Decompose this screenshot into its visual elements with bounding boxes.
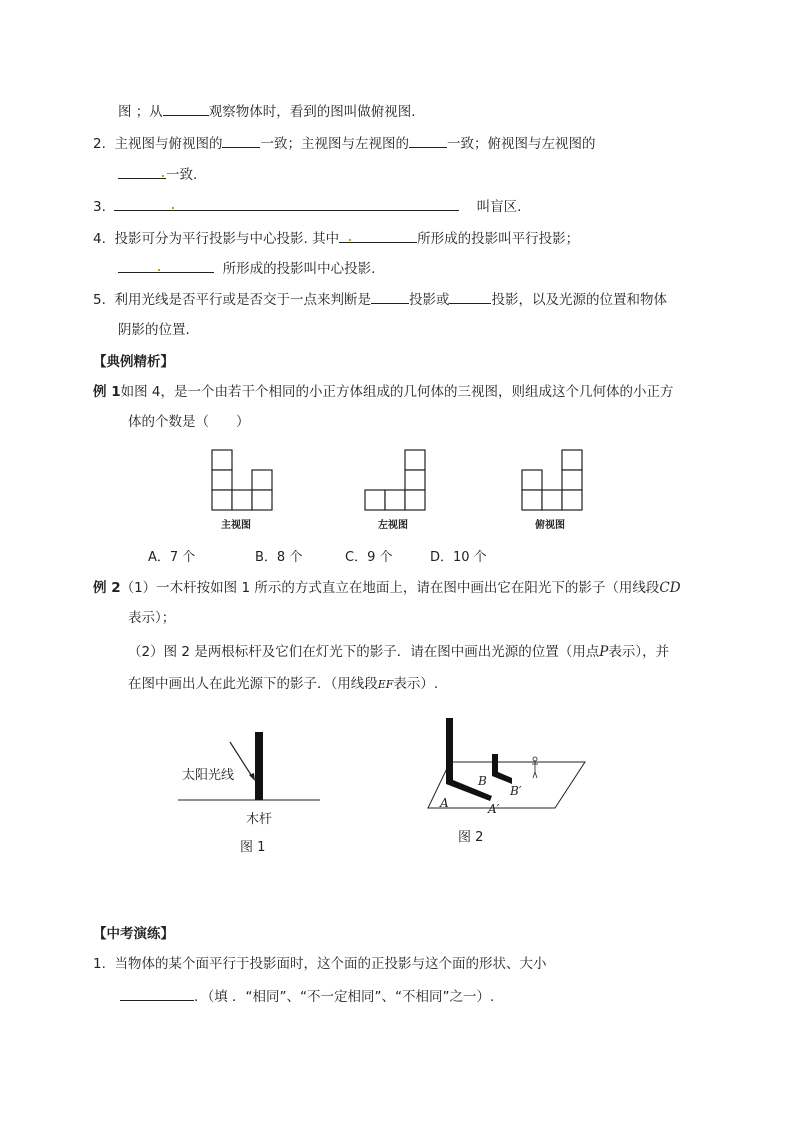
label-a: A [440,796,449,810]
question-number: 5. [93,292,106,308]
example-1-text-2: 体的个数是（ ） [128,414,250,430]
blank[interactable] [409,133,447,148]
example-2-line-1 [93,578,681,598]
q2-a: 主视图与俯视图的 [114,136,223,152]
example-2-text-2a: （2）图 2 是两根标杆及它们在灯光下的影子．请在图中画出光源的位置（用点 [128,644,600,660]
example-2-text-2c: 在图中画出人在此光源下的影子．（用线段 [128,676,378,692]
line-1-b: 观察物体时，看到的图叫做俯视图. [208,104,416,120]
q5-cont: 阴影的位置. [118,322,190,338]
person-icon [532,757,538,778]
figure-2-caption: 图 2 [458,830,484,845]
label-a-prime: A′ [488,802,500,816]
blank[interactable] [222,133,260,148]
example-1-line-1 [93,382,673,402]
exam-q1-text-2: ．（填 ．“相同”、“不一定相同”、“不相同”之一）. [194,989,495,1005]
question-number: 1. [93,956,106,972]
q4-b: 所形成的投影叫平行投影； [417,231,580,247]
var-cd: CD [659,580,681,596]
example-2-text-1a: （1）一木杆按如图 1 所示的方式直立在地面上，请在图中画出它在阳光下的影子（用线段 [120,580,660,596]
blank[interactable] [114,196,459,211]
option-a: A．7 个 [148,550,196,565]
question-number: 4. [93,231,106,247]
left-view [365,450,425,510]
blank[interactable] [339,228,417,243]
question-5-cont [118,320,190,340]
example-2-line-2 [128,608,175,628]
section-heading-examples: 【典例精析】 [93,354,174,370]
example-1-label: 例 1 [93,384,121,400]
blank[interactable] [118,258,214,273]
example-2-text-1b: 表示）； [128,610,176,626]
left-view-label: 左视图 [378,520,408,531]
q3-a: 叫盲区. [476,199,522,215]
question-4 [93,228,579,249]
line-1-a: 图 ；从 [118,104,163,120]
exam-question-1 [93,954,546,974]
q5-c: 投影，以及光源的位置和物体 [491,292,667,308]
pole-label: 木杆 [246,812,273,827]
q4-a: 投影可分为平行投影与中心投影. 其中 [114,231,340,247]
question-2-cont [118,164,197,185]
question-3 [93,196,521,217]
blank[interactable] [163,101,209,116]
option-b: B．8 个 [255,550,303,565]
blank[interactable] [449,289,491,304]
pole [255,732,263,800]
example-1-text: 如图 4，是一个由若干个相同的小正方体组成的几何体的三视图，则组成这个几何体的小正方 [120,384,674,400]
top-view [522,450,582,510]
question-2 [93,133,595,154]
question-number: 3. [93,199,106,215]
blank[interactable] [120,986,194,1001]
blank[interactable] [371,289,409,304]
var-ef: EF [377,678,394,691]
example-2-line-3 [128,642,669,662]
q2-cont: 一致. [166,167,198,183]
label-b-prime: B′ [510,784,522,798]
front-view [212,450,272,510]
front-view-label: 主视图 [221,520,251,531]
q2-c: 一致；俯视图与左视图的 [446,136,596,152]
blank[interactable] [118,164,166,179]
exam-q1-text: 当物体的某个面平行于投影面时，这个面的正投影与这个面的形状、大小 [114,956,547,972]
question-4-cont [118,258,375,279]
exam-question-1-cont [120,986,494,1007]
figure-2 [420,712,620,822]
pole-a [446,718,453,784]
example-1-line-2 [128,412,250,432]
q5-a: 利用光线是否平行或是否交于一点来判断是 [114,292,371,308]
section-heading-exam-practice: 【中考演练】 [93,926,174,942]
label-b: B [478,774,487,788]
question-5 [93,289,667,310]
q5-b: 投影或 [408,292,450,308]
var-p: P [599,644,609,660]
example-2-label: 例 2 [93,580,121,596]
example-2-text-2b: 表示），并 [608,644,670,660]
question-number: 2. [93,136,106,152]
top-view-label: 俯视图 [535,520,565,531]
line-1 [118,101,416,122]
option-d: D．10 个 [430,550,487,565]
option-c: C．9 个 [345,550,393,565]
example-2-line-4 [128,674,438,695]
q2-b: 一致；主视图与左视图的 [260,136,409,152]
sun-ray-label: 太阳光线 [182,768,235,783]
q4-cont: 所形成的投影叫中心投影. [222,261,376,277]
example-2-text-2d: 表示）. [393,676,439,692]
figure-1-caption: 图 1 [240,840,266,855]
